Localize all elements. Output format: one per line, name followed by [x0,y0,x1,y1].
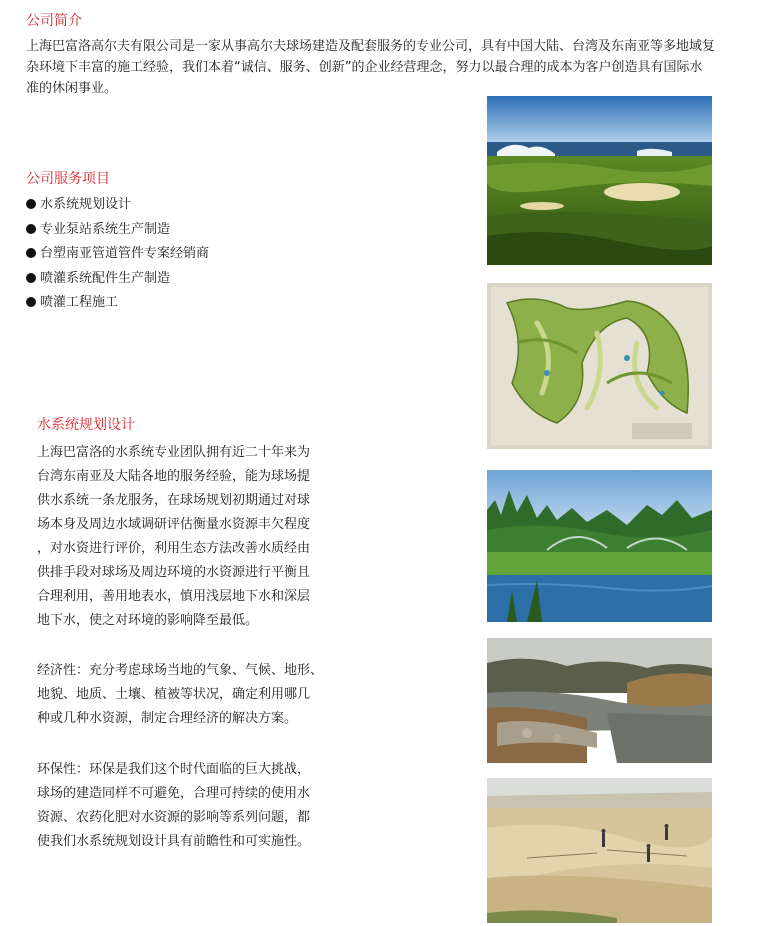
bullet-icon [26,224,36,234]
bullet-icon [26,297,36,307]
paragraph-line: 经济性：充分考虑球场当地的气象、气候、地形、 [37,663,324,678]
paragraph-line: 球场的建造同样不可避免，合理可持续的使用水 [37,786,311,801]
seaside-golf-course-photo [487,96,712,265]
services-list [26,193,209,316]
paragraph-line: 合理利用，善用地表水，慎用浅层地下水和深层 [37,589,311,604]
service-item-label: 水系统规划设计 [40,197,132,212]
paragraph-line: ，对水资进行评价，利用生态方法改善水质经由 [37,541,311,556]
bullet-icon [26,248,36,258]
service-item [26,291,209,316]
environment-paragraph [37,758,310,854]
intro-paragraph [26,36,715,99]
paragraph-line: 场本身及周边水域调研评估衡量水资源丰欠程度 [37,517,311,532]
service-item [26,193,209,218]
paragraph-line: 上海巴富洛的水系统专业团队拥有近二十年来为 [37,445,311,460]
course-layout-map-photo [487,283,712,449]
service-item [26,218,209,243]
paragraph-line: 供水系统一条龙服务，在球场规划初期通过对球 [37,493,311,508]
service-item [26,242,209,267]
intro-line: 杂环境下丰富的施工经验，我们本着“诚信、服务、创新”的企业经营理念，努力以最合理的成本为客户创造具有国际水 [26,60,703,75]
bullet-icon [26,199,36,209]
service-item-label: 喷灌系统配件生产制造 [40,270,171,286]
services-title: 公司服务项目 [26,171,110,187]
intro-line: 上海巴富洛高尔夫有限公司是一家从事高尔夫球场建造及配套服务的专业公司，具有中国大陆、台湾及东南亚等多地域复 [26,39,716,54]
paragraph-line: 地貌、地质、土壤、植被等状况，确定利用哪几 [37,687,311,702]
intro-line: 准的休闲事业。 [26,81,118,96]
service-item [26,267,209,292]
pond-photo [487,638,712,763]
construction-site-photo [487,778,712,923]
service-item-label: 专业泵站系统生产制造 [40,221,171,237]
paragraph-line: 使我们水系统规划设计具有前瞻性和可实施性。 [37,834,311,849]
water-system-title: 水系统规划设计 [37,417,135,433]
water-system-paragraph [37,441,310,633]
service-item-label: 喷灌工程施工 [40,295,119,310]
paragraph-line: 供排手段对球场及周边环境的水资源进行平衡且 [37,565,311,580]
paragraph-line: 地下水，使之对环境的影响降至最低。 [37,613,259,628]
intro-title: 公司简介 [26,13,82,29]
economy-paragraph [37,659,323,731]
bullet-icon [26,273,36,283]
paragraph-line: 资源、农药化肥对水资源的影响等系列问题，都 [37,810,311,825]
service-item-label: 台塑南亚管道管件专案经销商 [40,246,210,261]
paragraph-line: 种或几种水资源，制定合理经济的解决方案。 [37,711,298,726]
paragraph-line: 环保性：环保是我们这个时代面临的巨大挑战， [37,762,311,777]
paragraph-line: 台湾东南亚及大陆各地的服务经验，能为球场提 [37,469,311,484]
sprinkler-lake-photo [487,470,712,622]
